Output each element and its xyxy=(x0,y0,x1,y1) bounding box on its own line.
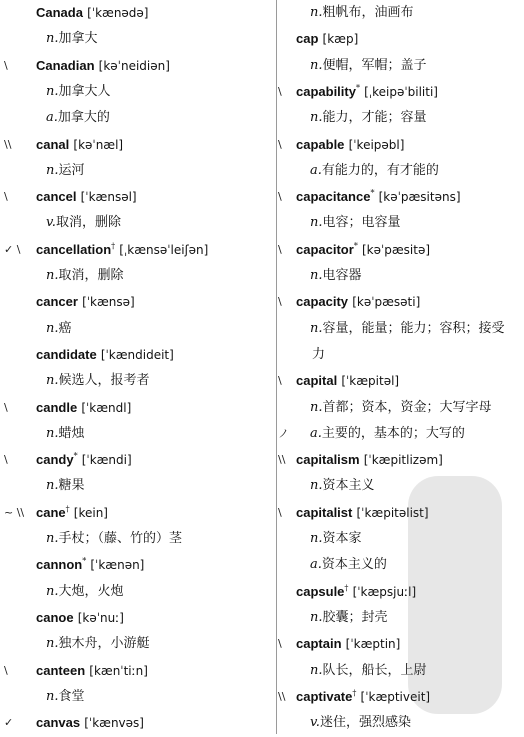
margin-mark: \ xyxy=(278,505,282,519)
definition-line xyxy=(310,105,427,131)
definition-text: 取消，删除 xyxy=(58,268,124,283)
part-of-speech: n. xyxy=(310,215,323,231)
headword: capital xyxy=(296,373,338,389)
definition-line xyxy=(46,368,150,394)
definition-text: 糖果 xyxy=(58,478,85,494)
definition-text: 独木舟，小游艇 xyxy=(58,636,150,652)
headword: canvas xyxy=(36,715,81,731)
definition-text: 迷住，强烈感染 xyxy=(319,715,411,731)
margin-mark: \ xyxy=(4,400,8,414)
definition-text: 电容；电容量 xyxy=(322,215,401,231)
margin-mark: \ xyxy=(4,58,8,72)
part-of-speech: n. xyxy=(310,399,323,415)
definition-text: 加拿大人 xyxy=(58,83,111,99)
pronunciation: [ˈkænən] xyxy=(90,558,145,573)
headword: cancel xyxy=(36,189,77,205)
margin-mark: \\ xyxy=(4,137,12,151)
entry-headword-line xyxy=(36,132,123,158)
entry-headword-line xyxy=(296,500,429,526)
margin-mark: \ xyxy=(278,190,282,204)
definition-line xyxy=(310,605,388,631)
part-of-speech: a. xyxy=(310,425,322,441)
headword: cannon xyxy=(36,557,83,573)
headword: cancer xyxy=(36,294,78,310)
headword: capability xyxy=(296,83,356,99)
definition-line xyxy=(310,316,505,342)
definition-line xyxy=(310,526,362,552)
margin-mark: \ xyxy=(4,190,8,204)
frequency-mark: † xyxy=(352,688,357,698)
definition-line xyxy=(310,552,387,578)
part-of-speech: n. xyxy=(310,110,323,126)
frequency-mark: † xyxy=(344,583,349,593)
margin-mark: ✓ \ xyxy=(4,242,21,256)
pronunciation: [kæp] xyxy=(322,32,359,47)
headword: cap xyxy=(296,31,319,47)
margin-mark: \ xyxy=(278,295,282,309)
headword: capsule xyxy=(296,583,345,599)
definition-text: 胶囊；封壳 xyxy=(322,609,388,625)
column-divider xyxy=(276,0,277,734)
definition-line xyxy=(310,421,465,447)
part-of-speech: n. xyxy=(310,5,323,20)
definition-line xyxy=(310,395,492,421)
frequency-mark: * xyxy=(355,83,360,93)
definition-text: 资本家 xyxy=(322,531,362,546)
definition-text: 便帽，军帽；盖子 xyxy=(322,57,427,73)
margin-mark: \ xyxy=(278,137,282,151)
definition-continuation xyxy=(312,342,325,368)
pronunciation: [ˈkæpsjuːl] xyxy=(352,584,417,599)
frequency-mark: * xyxy=(370,188,375,198)
definition-line xyxy=(46,158,85,184)
entry-headword-line xyxy=(296,684,430,710)
headword: captivate xyxy=(296,688,353,704)
definition-text: 首都；资本，资金；大写字母 xyxy=(322,399,492,415)
headword: candy xyxy=(36,452,74,468)
pronunciation: [ˈkændi] xyxy=(81,453,132,468)
entry-headword-line xyxy=(296,184,461,210)
pronunciation: [ˌkeipəˈbiliti] xyxy=(364,84,438,99)
margin-mark: \\ xyxy=(278,689,286,703)
entry-headword-line xyxy=(36,500,108,526)
part-of-speech: n. xyxy=(310,609,323,625)
entry-headword-line xyxy=(36,658,148,684)
definition-line xyxy=(46,105,110,131)
definition-text: 食堂 xyxy=(58,688,85,704)
headword: capacity xyxy=(296,294,349,310)
part-of-speech: v. xyxy=(310,715,320,731)
part-of-speech: n. xyxy=(46,373,59,389)
frequency-mark: † xyxy=(111,241,116,251)
part-of-speech: n. xyxy=(310,57,323,73)
margin-mark: \ xyxy=(278,637,282,651)
entry-headword-line xyxy=(36,710,144,736)
part-of-speech: a. xyxy=(46,110,58,126)
definition-text: 有能力的，有才能的 xyxy=(321,162,439,178)
margin-mark: ノ xyxy=(278,426,289,440)
definition-text: 蜡烛 xyxy=(58,425,85,441)
pronunciation: [ˈkæpitəl] xyxy=(341,374,400,389)
margin-mark: \ xyxy=(278,242,282,256)
pronunciation: [ˈkænədə] xyxy=(87,6,149,20)
pronunciation: [kəˈpæsəti] xyxy=(352,295,421,310)
part-of-speech: n. xyxy=(46,268,59,283)
entry-headword-line xyxy=(36,605,124,631)
definition-line xyxy=(46,579,124,605)
entry-headword-line xyxy=(36,184,137,210)
definition-line xyxy=(46,631,150,657)
pronunciation: [kəˈpæsitəns] xyxy=(378,190,461,205)
part-of-speech: n. xyxy=(46,531,59,546)
definition-line xyxy=(46,684,85,710)
headword: canal xyxy=(36,136,70,152)
entry-headword-line xyxy=(296,289,420,315)
headword: candle xyxy=(36,399,78,415)
headword: candidate xyxy=(36,346,97,362)
definition-line xyxy=(46,316,72,342)
margin-mark: \\ xyxy=(278,453,286,467)
definition-text: 运河 xyxy=(58,162,85,178)
definition-line xyxy=(46,26,98,52)
entry-headword-line xyxy=(36,395,131,421)
part-of-speech: n. xyxy=(46,688,59,704)
entry-headword-line xyxy=(36,342,174,368)
pronunciation: [kænˈtiːn] xyxy=(89,663,148,678)
definition-text: 容量，能量；能力；容积；接受 xyxy=(322,320,505,336)
definition-line xyxy=(46,79,111,105)
margin-mark: \ xyxy=(278,374,282,388)
entry-headword-line xyxy=(296,26,358,52)
part-of-speech: n. xyxy=(310,531,323,546)
entry-headword-line xyxy=(296,237,430,263)
pronunciation: [ˈkæptin] xyxy=(345,637,401,652)
pronunciation: [ˈkænvəs] xyxy=(84,716,144,731)
part-of-speech: n. xyxy=(46,583,59,599)
part-of-speech: a. xyxy=(310,162,322,178)
definition-line xyxy=(310,0,414,26)
entry-headword-line xyxy=(296,447,443,473)
part-of-speech: n. xyxy=(310,268,323,283)
margin-mark: ✓ xyxy=(4,716,14,730)
entry-headword-line xyxy=(36,552,144,578)
definition-line xyxy=(310,710,411,736)
margin-mark: \ xyxy=(278,84,282,98)
headword: capitalism xyxy=(296,452,360,468)
entry-headword-line xyxy=(296,579,416,605)
part-of-speech: a. xyxy=(310,557,322,573)
entry-headword-line xyxy=(296,79,438,105)
definition-line xyxy=(310,158,439,184)
entry-headword-line xyxy=(36,53,170,79)
headword: Canada xyxy=(36,5,83,20)
definition-text: 资本主义 xyxy=(322,478,375,494)
pronunciation: [ˈkæpitəlist] xyxy=(356,505,429,520)
definition-line xyxy=(46,210,121,236)
headword: cane xyxy=(36,504,66,520)
headword: Canadian xyxy=(36,57,95,73)
definition-text: 加拿大的 xyxy=(57,110,110,126)
pronunciation: [ˌkænsəˈleiʃən] xyxy=(119,242,209,257)
definition-text: 加拿大 xyxy=(58,31,98,47)
frequency-mark: * xyxy=(73,451,78,461)
part-of-speech: n. xyxy=(310,478,323,494)
part-of-speech: n. xyxy=(46,320,59,336)
headword: capitalist xyxy=(296,504,353,520)
entry-headword-line xyxy=(36,0,149,26)
part-of-speech: n. xyxy=(46,162,59,178)
margin-mark: ~ \\ xyxy=(4,505,25,519)
pronunciation: [kəˈneidiən] xyxy=(98,58,170,73)
definition-line xyxy=(46,526,182,552)
pronunciation: [kəˈnæl] xyxy=(73,137,124,152)
definition-text: 大炮，火炮 xyxy=(58,583,124,599)
definition-text: 取消，删除 xyxy=(55,215,121,231)
definition-line xyxy=(310,53,427,79)
definition-line xyxy=(310,263,362,289)
headword: capacitance xyxy=(296,189,371,205)
pronunciation: [ˈkændl] xyxy=(81,400,132,415)
margin-mark: \ xyxy=(4,663,8,677)
definition-text: 力 xyxy=(312,346,326,362)
definition-line xyxy=(46,473,85,499)
definition-line xyxy=(46,263,124,289)
entry-headword-line xyxy=(296,132,404,158)
headword: capable xyxy=(296,136,345,152)
pronunciation: [ˈkændideit] xyxy=(100,347,174,362)
part-of-speech: n. xyxy=(46,31,59,47)
entry-headword-line xyxy=(36,237,208,263)
headword: canoe xyxy=(36,609,74,625)
frequency-mark: * xyxy=(82,556,87,566)
definition-line xyxy=(310,473,375,499)
part-of-speech: n. xyxy=(46,478,59,494)
entry-headword-line xyxy=(296,368,399,394)
definition-text: 癌 xyxy=(58,320,72,336)
definition-text: 手杖；（藤、竹的）茎 xyxy=(58,531,183,546)
entry-headword-line xyxy=(296,631,400,657)
pronunciation: [kəˈpæsitə] xyxy=(361,242,431,257)
frequency-mark: † xyxy=(65,504,70,514)
definition-line xyxy=(310,210,401,236)
pronunciation: [ˈkeipəbl] xyxy=(348,137,405,152)
part-of-speech: n. xyxy=(46,636,59,652)
definition-line xyxy=(310,658,427,684)
pronunciation: [ˈkænsə] xyxy=(82,295,135,310)
definition-text: 队长，船长，上尉 xyxy=(322,662,427,678)
definition-text: 主要的，基本的；大写的 xyxy=(321,425,465,441)
part-of-speech: n. xyxy=(46,83,59,99)
headword: captain xyxy=(296,636,342,652)
headword: capacitor xyxy=(296,241,354,257)
entry-headword-line xyxy=(36,447,132,473)
pronunciation: [ˈkæpitlizəm] xyxy=(363,453,443,468)
headword: canteen xyxy=(36,662,86,678)
definition-text: 粗帆布，油画布 xyxy=(322,5,414,20)
headword: cancellation xyxy=(36,241,112,257)
entry-headword-line xyxy=(36,289,135,315)
part-of-speech: n. xyxy=(310,320,323,336)
part-of-speech: n. xyxy=(310,662,323,678)
pronunciation: [kəˈnuː] xyxy=(77,610,124,625)
pronunciation: [ˈkæptiveit] xyxy=(360,689,431,704)
definition-text: 候选人，报考者 xyxy=(58,373,150,389)
definition-text: 能力，才能；容量 xyxy=(322,110,427,126)
definition-text: 电容器 xyxy=(322,268,362,283)
pronunciation: [kein] xyxy=(73,505,108,520)
definition-line xyxy=(46,421,85,447)
part-of-speech: v. xyxy=(46,215,56,231)
margin-mark: \ xyxy=(4,453,8,467)
frequency-mark: * xyxy=(353,241,358,251)
definition-text: 资本主义的 xyxy=(321,557,387,573)
pronunciation: [ˈkænsəl] xyxy=(80,190,137,205)
part-of-speech: n. xyxy=(46,425,59,441)
